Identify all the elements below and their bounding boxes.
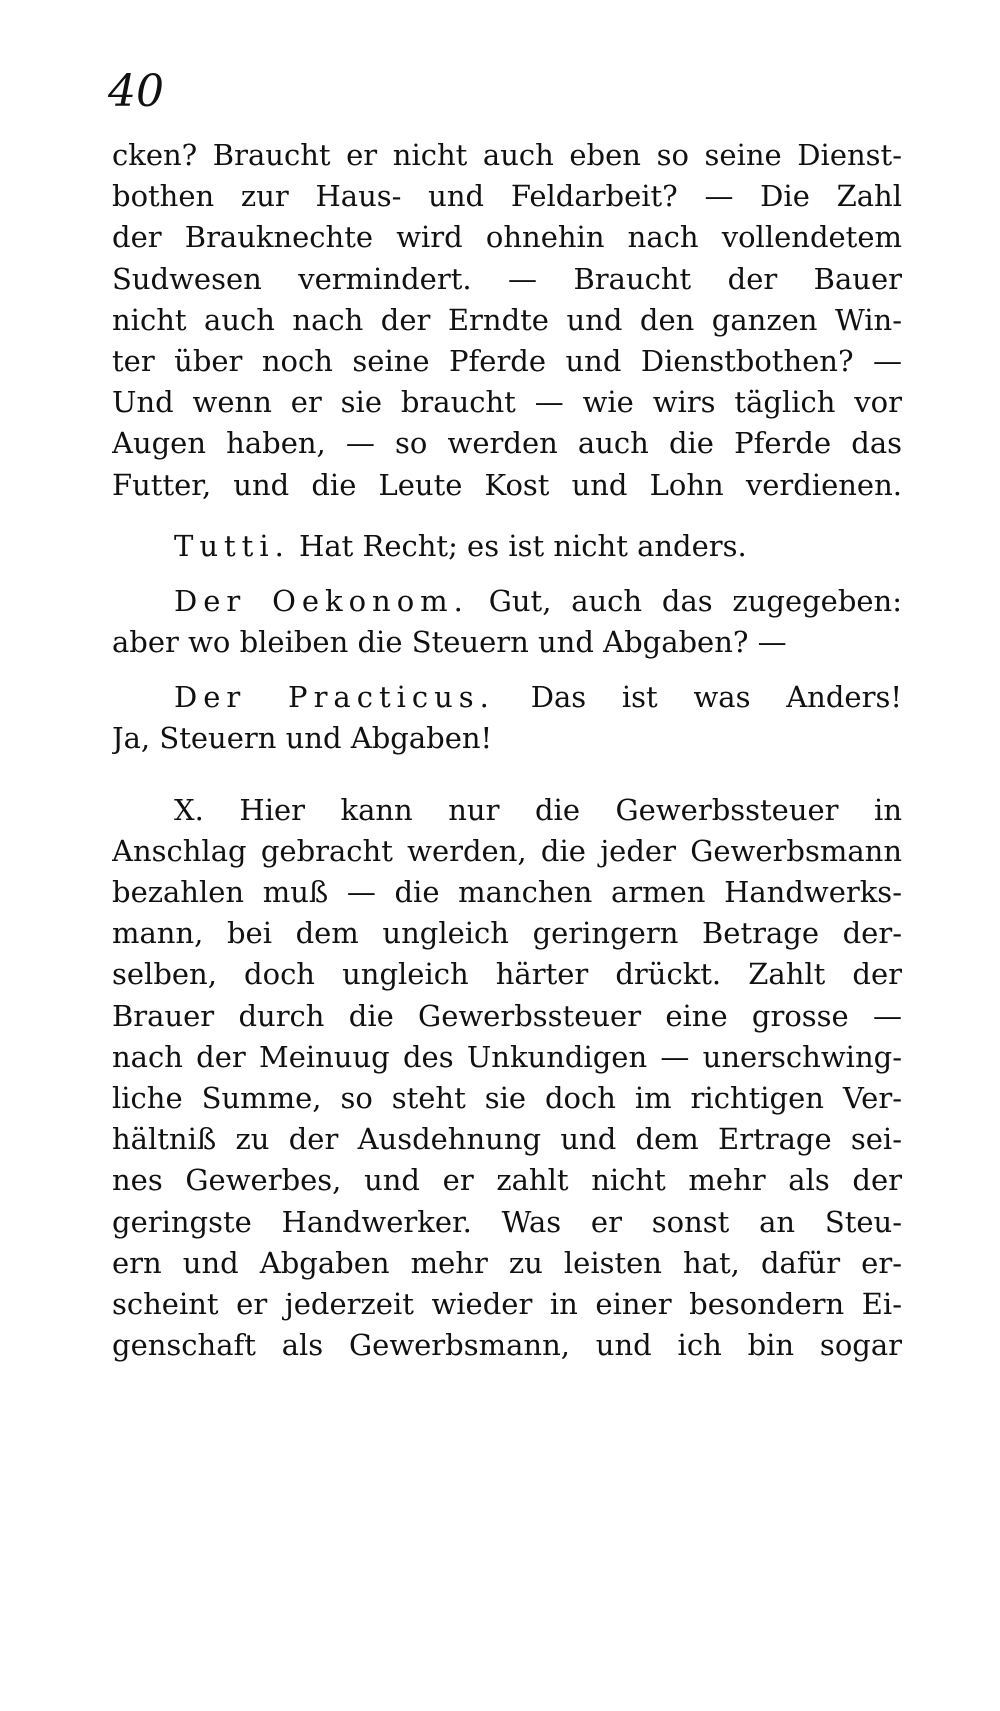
text-line: scheint er jederzeit wieder in einer besondern Ei- (112, 1286, 902, 1321)
text-line: Augen haben, — so werden auch die Pferde das (112, 426, 902, 461)
text-line: aber wo bleiben die Steuern und Abgaben? — (112, 625, 787, 660)
speaker-name: Der Oekonom. (174, 583, 469, 618)
dialogue-tutti (112, 526, 902, 567)
text-line: geringste Handwerker. Was er sonst an Steu- (112, 1204, 902, 1239)
text-line: Anschlag gebracht werden, die jeder Gewerbsmann (112, 833, 902, 868)
text-line: selben, doch ungleich härter drückt. Zahlt der (112, 957, 902, 992)
text-line: liche Summe, so steht sie doch im richtigen Ver- (112, 1080, 902, 1115)
text-line: nach der Meinuug des Unkundigen — unerschwing- (112, 1039, 902, 1074)
paragraph-continuation (112, 135, 902, 506)
text-line: cken? Braucht er nicht auch eben so seine Dienst- (112, 138, 902, 172)
text-line: Futter, und die Leute Kost und Lohn verdienen. (112, 467, 902, 502)
speech-text: Gut, auch das zugegeben: (488, 583, 902, 618)
text-line: Und wenn er sie braucht — wie wirs täglich vor (112, 385, 902, 420)
text-line: Ja, Steuern und Abgaben! (112, 721, 493, 756)
text-line: ter über noch seine Pferde und Dienstbothen? — (112, 343, 902, 378)
speech-text: Hat Recht; es ist nicht anders. (299, 528, 747, 563)
text-line: genschaft als Gewerbsmann, und ich bin sogar (112, 1328, 902, 1363)
text-line: hältniß zu der Ausdehnung und dem Ertrage sei- (112, 1122, 902, 1157)
speech-text: Das ist was Anders! (530, 680, 902, 715)
text-line: nes Gewerbes, und er zahlt nicht mehr als der (112, 1163, 902, 1198)
speaker-name: Tutti. (174, 528, 290, 563)
text-line: nicht auch nach der Erndte und den ganzen Win- (112, 302, 902, 337)
speaker-name: Der Practicus. (174, 680, 495, 715)
text-line: Brauer durch die Gewerbssteuer eine grosse — (112, 998, 902, 1033)
text-line: mann, bei dem ungleich geringern Betrage der- (112, 916, 902, 951)
speaker-name: X. (174, 792, 204, 827)
page-number: 40 (108, 66, 164, 117)
speech-text: Hier kann nur die Gewerbssteuer in (239, 792, 902, 827)
text-line (112, 581, 902, 622)
text-line (112, 677, 902, 718)
dialogue-x (112, 790, 902, 1367)
text-line: ern und Abgaben mehr zu leisten hat, dafür er- (112, 1245, 902, 1280)
text-line (112, 526, 902, 567)
body-text (112, 135, 902, 1366)
dialogue-oekonom (112, 581, 902, 663)
text-line: der Brauknechte wird ohnehin nach vollendetem (112, 220, 902, 255)
text-line (112, 790, 902, 831)
text-line: bothen zur Haus- und Feldarbeit? — Die Zahl (112, 179, 902, 214)
dialogue-practicus (112, 677, 902, 759)
text-line: Sudwesen vermindert. — Braucht der Bauer (112, 261, 902, 296)
text-line: bezahlen muß — die manchen armen Handwerks- (112, 875, 902, 909)
